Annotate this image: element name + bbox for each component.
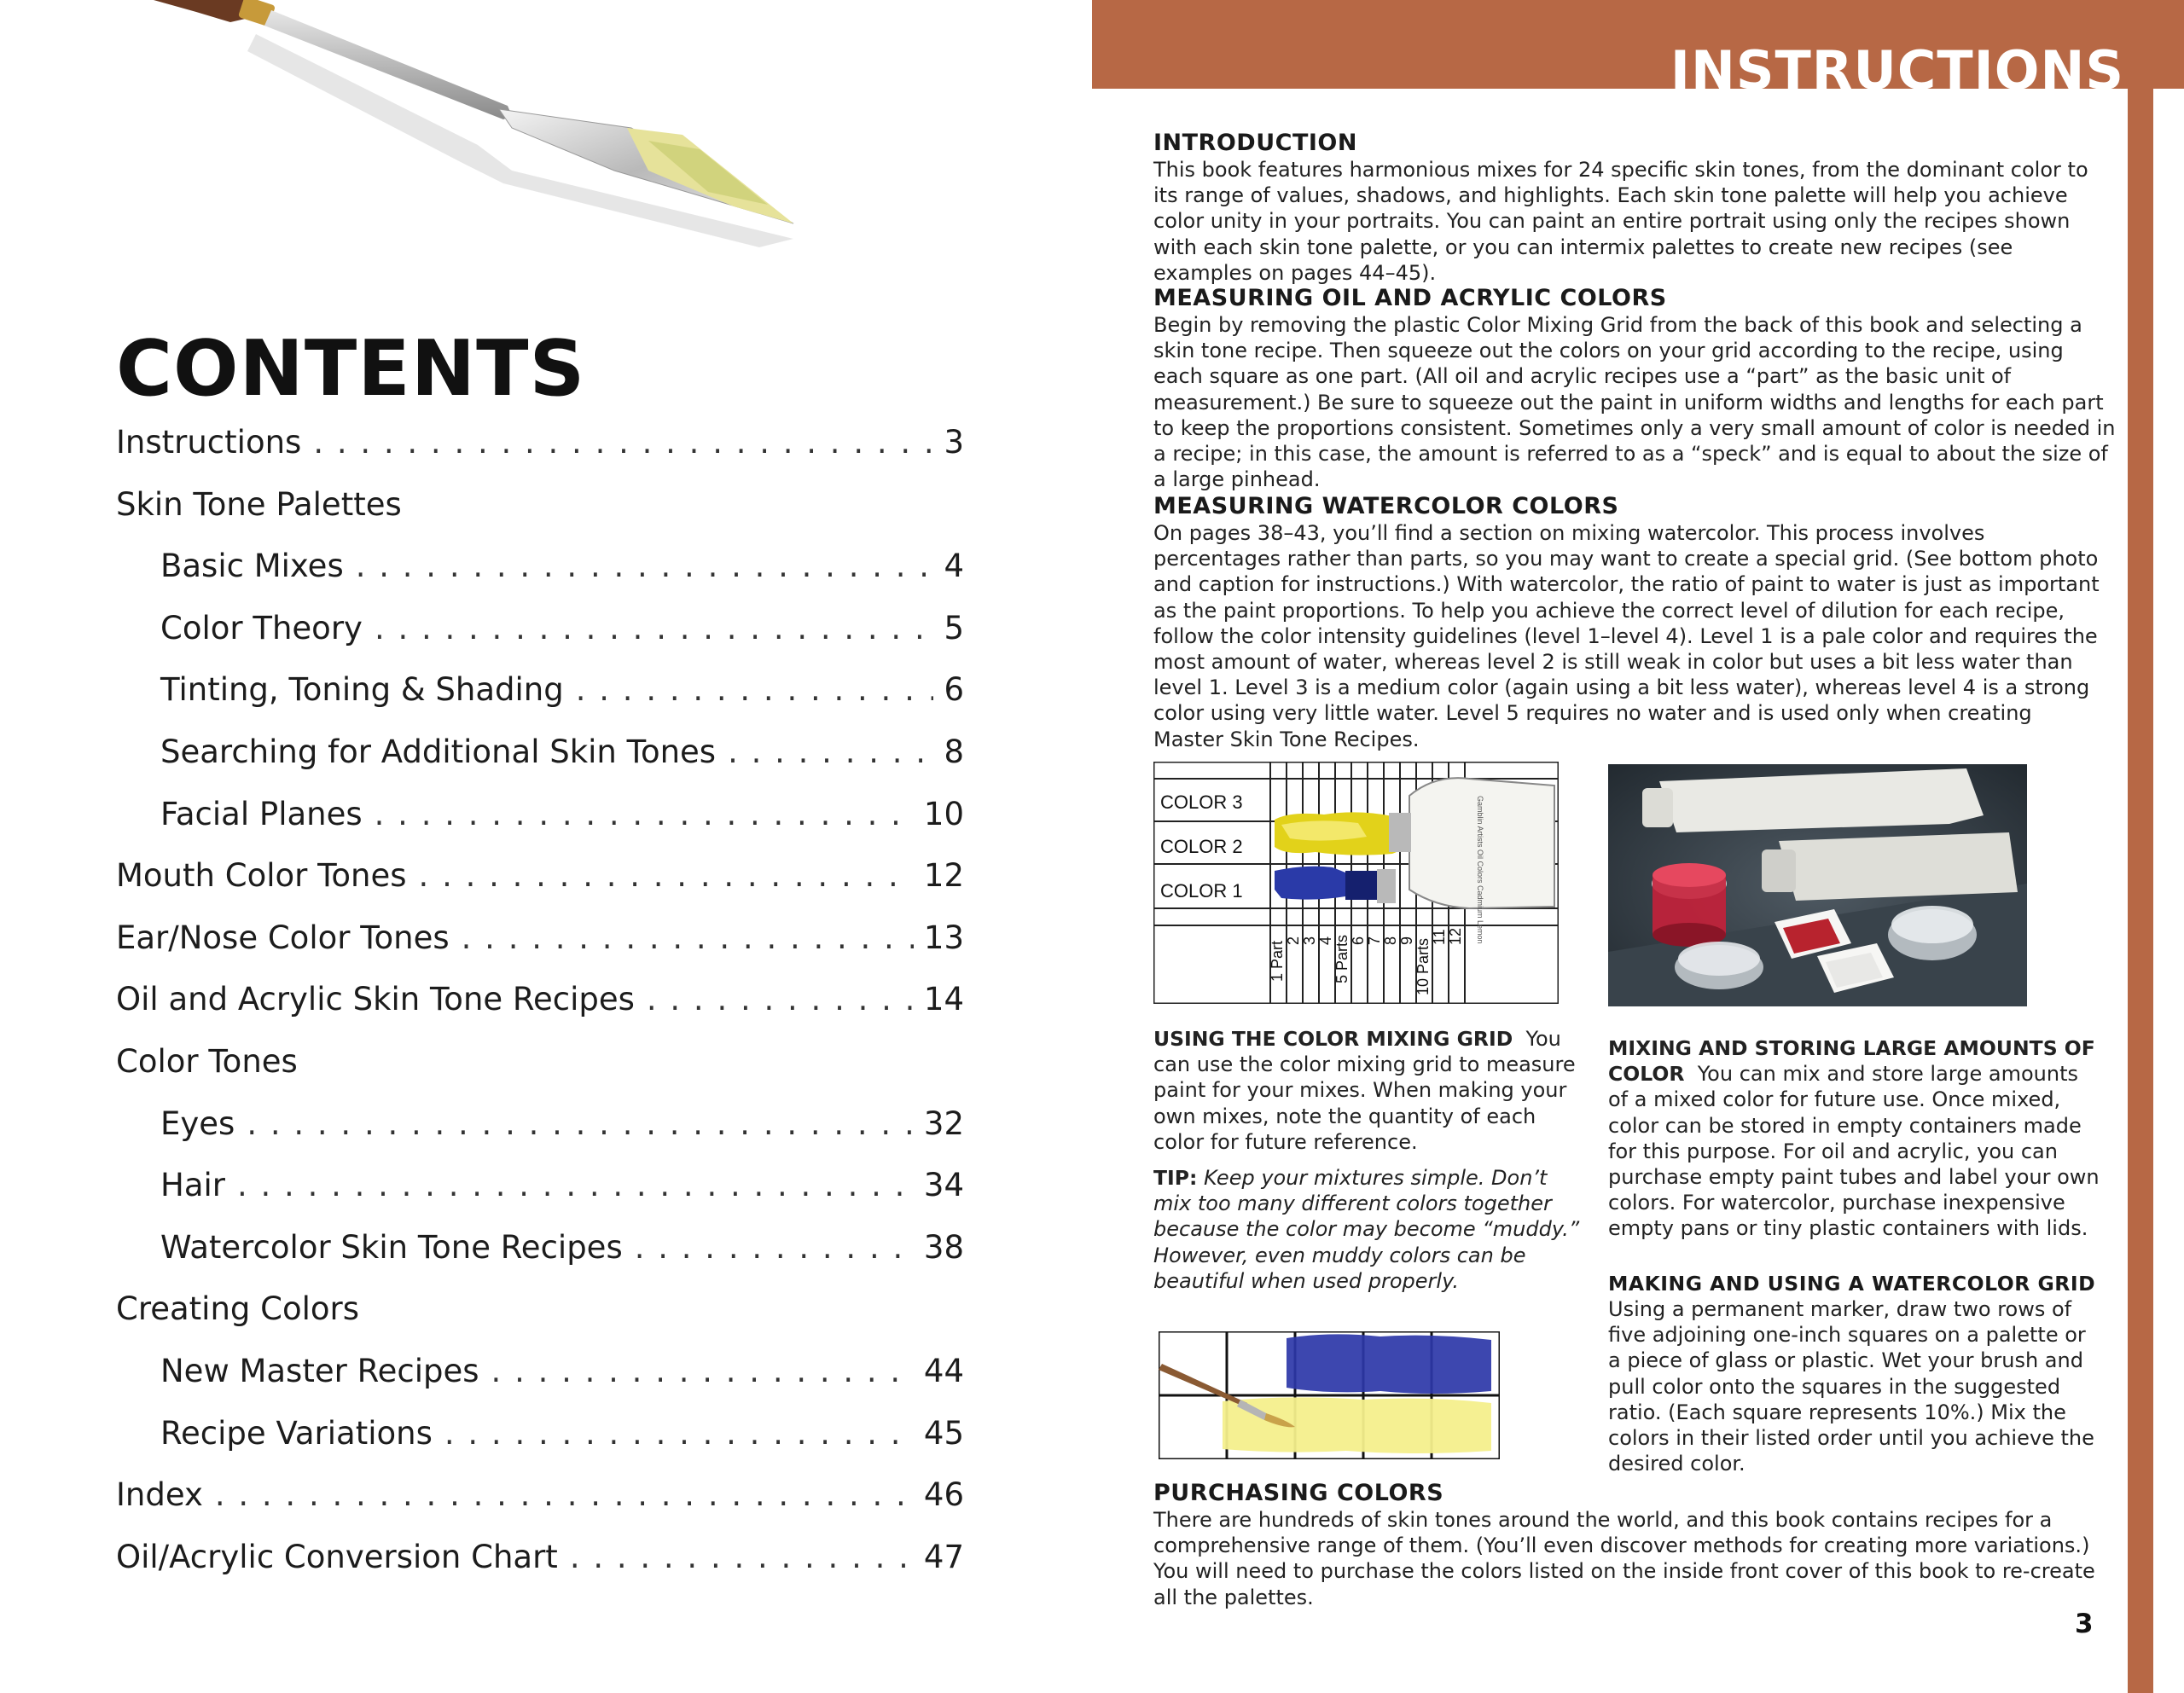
toc-entry-title: Creating Colors — [116, 1290, 360, 1328]
grid-col-label: 9 — [1398, 936, 1415, 945]
grid-col-label: 3 — [1301, 936, 1318, 945]
toc-page-number: 13 — [923, 919, 964, 956]
paint-tubes-containers-photo — [1608, 764, 2027, 1006]
toc-entry-title: Index — [116, 1476, 203, 1514]
toc-entry[interactable] — [116, 1229, 964, 1291]
color-mixing-grid-caption — [1153, 1026, 1589, 1155]
toc-dot-leader — [444, 1415, 914, 1452]
tip-callout — [1153, 1165, 1589, 1294]
toc-entry-title: Ear/Nose Color Tones — [116, 919, 450, 956]
toc-entry[interactable] — [116, 1539, 964, 1601]
palette-knife-illustration — [0, 0, 819, 256]
toc-entry-title: Color Tones — [116, 1042, 298, 1080]
oil-acrylic-heading: MEASURING OIL AND ACRYLIC COLORS — [1153, 285, 1667, 311]
toc-entry-title: Oil and Acrylic Skin Tone Recipes — [116, 981, 635, 1018]
toc-entry[interactable] — [116, 424, 964, 486]
toc-page-number: 6 — [944, 671, 964, 709]
introduction-section — [1153, 130, 2100, 286]
watercolor-section — [1153, 493, 2100, 752]
purchasing-heading: PURCHASING COLORS — [1153, 1480, 1444, 1506]
toc-page-number: 8 — [944, 733, 964, 770]
toc-entry[interactable] — [116, 857, 964, 919]
introduction-text: This book features harmonious mixes for 24 specific skin tones, from the dominant color to its range of values, shadows, and highlights. Each skin tone palette will help you achieve color unity in your portraits. You can paint an entire portrait using only the recipes shown with each skin tone palette, or you can intermix palettes to create new recipes (see examples on pages 44–45). — [1153, 158, 2088, 285]
toc-entry-title: Oil/Acrylic Conversion Chart — [116, 1538, 558, 1575]
contents-title: CONTENTS — [116, 324, 586, 414]
toc-page-number: 44 — [923, 1352, 964, 1389]
toc-page-number: 34 — [923, 1167, 964, 1204]
toc-dot-leader — [375, 796, 914, 832]
toc-page-number: 5 — [944, 609, 964, 646]
grid-col-label: 11 — [1431, 929, 1448, 945]
toc-page-number: 12 — [923, 857, 964, 895]
instructions-title: INSTRUCTIONS — [1670, 41, 2124, 89]
toc-page-number: 38 — [923, 1228, 964, 1266]
toc-dot-leader — [462, 919, 914, 956]
toc-dot-leader — [215, 1476, 914, 1513]
toc-entry[interactable] — [116, 486, 964, 548]
toc-entry-title: Instructions — [116, 424, 302, 461]
toc-page-number: 3 — [944, 424, 964, 461]
toc-entry-title: Basic Mixes — [160, 548, 344, 585]
toc-dot-leader — [728, 733, 933, 770]
toc-entry-title: Recipe Variations — [160, 1414, 433, 1452]
toc-dot-leader — [576, 671, 934, 708]
toc-entry-title: Facial Planes — [160, 795, 363, 832]
table-of-contents — [116, 424, 964, 1600]
toc-page-number: 4 — [944, 548, 964, 585]
grid-caption-text: You can use the color mixing grid to measure paint for your mixes. When making your own mixes, note the quantity of each color for future reference. — [1153, 1027, 1576, 1154]
toc-entry-title: Watercolor Skin Tone Recipes — [160, 1228, 623, 1266]
tip-text: Keep your mixtures simple. Don’t mix too many different colors together because the color may become “muddy.” However, even muddy colors can be beautiful when used properly. — [1153, 1166, 1580, 1293]
toc-entry[interactable] — [116, 919, 964, 982]
toc-entry[interactable] — [116, 1415, 964, 1477]
toc-entry[interactable] — [116, 1476, 964, 1539]
grid-col-label: 2 — [1285, 936, 1302, 945]
grid-col-label: 7 — [1366, 936, 1383, 945]
toc-dot-leader — [570, 1539, 914, 1575]
toc-entry[interactable] — [116, 610, 964, 672]
page-edge-accent-bar — [2128, 89, 2153, 1693]
grid-col-label: 6 — [1350, 936, 1367, 945]
toc-entry-title: Searching for Additional Skin Tones — [160, 733, 717, 770]
toc-page-number: 10 — [923, 795, 964, 832]
toc-entry-title: Eyes — [160, 1105, 235, 1142]
grid-col-label: 1 Part — [1269, 940, 1286, 982]
grid-col-label: 4 — [1317, 936, 1334, 945]
toc-entry[interactable] — [116, 1167, 964, 1229]
toc-entry[interactable] — [116, 981, 964, 1043]
grid-col-label: 8 — [1382, 936, 1399, 945]
toc-dot-leader — [635, 1229, 914, 1266]
page-number: 3 — [2075, 1609, 2094, 1639]
toc-dot-leader — [356, 548, 934, 584]
oil-acrylic-section — [1153, 285, 2117, 492]
toc-page-number: 47 — [923, 1538, 964, 1575]
toc-dot-leader — [237, 1167, 914, 1203]
toc-page-number: 46 — [923, 1476, 964, 1514]
watercolor-text: On pages 38–43, you’ll find a section on mixing watercolor. This process involves percentages rather than parts, so you may want to create a special grid. (See bottom photo and caption for instructions.) With watercolor, the ratio of paint to water is just as important as the paint proportions. To help you achieve the correct level of dilution for each recipe, follow the color intensity guidelines (level 1–level 4). Level 1 is a pale color and requires the most amount of water, whereas level 2 is still weak in color but uses a bit less water than level 1. Level 3 is a medium color (again using a bit less water), whereas level 4 is a strong color using very little water. Level 5 requires no water and is used only when creating Master Skin Tone Recipes. — [1153, 521, 2100, 751]
grid-col-label: 12 — [1447, 927, 1464, 945]
toc-entry[interactable] — [116, 1105, 964, 1168]
toc-page-number: 14 — [923, 981, 964, 1018]
color-mixing-grid-photo — [1153, 762, 1559, 1004]
toc-entry[interactable] — [116, 1290, 964, 1353]
toc-dot-leader — [375, 610, 934, 646]
toc-entry[interactable] — [116, 671, 964, 733]
introduction-heading: INTRODUCTION — [1153, 130, 1357, 156]
grid-col-label: 10 Parts — [1414, 937, 1432, 995]
toc-entry-title: Hair — [160, 1167, 225, 1204]
toc-dot-leader — [647, 981, 914, 1018]
toc-entry-title: Color Theory — [160, 609, 363, 646]
grid-row-label: COLOR 3 — [1160, 791, 1243, 813]
watercolor-grid-section — [1608, 1271, 2103, 1476]
tip-label: TIP: — [1153, 1166, 1198, 1190]
toc-entry[interactable] — [116, 548, 964, 610]
tube-label-text: Gamblin Artists Oil Colors Cadmium Lemon — [1476, 796, 1484, 944]
grid-row-label: COLOR 2 — [1160, 836, 1243, 857]
toc-page-number: 32 — [923, 1105, 964, 1142]
purchasing-text: There are hundreds of skin tones around the world, and this book contains recipes for a comprehensive range of them. (You’ll even discover methods for creating more variations.) You will need to purchase the colors listed on the inside front cover of this book to re-create all the palettes. — [1153, 1508, 2095, 1609]
watercolor-grid-text: Using a permanent marker, draw two rows of five adjoining one-inch squares on a palette or a piece of glass or plastic. Wet your brush and pull color onto the squares in the suggested ratio. (Each square represents 10%.) Mix the colors in their listed order until you achieve the desired color. — [1608, 1297, 2094, 1476]
mixing-storing-section — [1608, 1035, 2103, 1242]
grid-caption-heading: USING THE COLOR MIXING GRID — [1153, 1027, 1513, 1051]
mixing-storing-heading: MIXING AND STORING LARGE AMOUNTS OF COLOR — [1608, 1036, 2095, 1087]
watercolor-grid-photo — [1159, 1331, 1500, 1459]
watercolor-heading: MEASURING WATERCOLOR COLORS — [1153, 493, 1619, 519]
toc-dot-leader — [419, 857, 914, 894]
toc-entry[interactable] — [116, 1353, 964, 1415]
toc-entry[interactable] — [116, 796, 964, 858]
purchasing-section — [1153, 1480, 2100, 1610]
grid-col-label: 5 Parts — [1333, 934, 1350, 983]
toc-entry[interactable] — [116, 1043, 964, 1105]
watercolor-grid-heading: MAKING AND USING A WATERCOLOR GRID — [1608, 1272, 2096, 1296]
oil-acrylic-text: Begin by removing the plastic Color Mixing Grid from the back of this book and selecting a skin tone recipe. Then squeeze out the colors on your grid according to the recipe, using each square as one part. (All oil and acrylic recipes use a “part” as the basic unit of measurement.) Be sure to squeeze out the paint in uniform widths and lengths for each part to keep the proportions consistent. Sometimes only a very small amount of color is needed in a recipe; in this case, the amount is referred to as a “speck” and is equal to about the size of a large pinhead. — [1153, 313, 2116, 492]
toc-entry-title: Tinting, Toning & Shading — [160, 671, 564, 709]
grid-row-label: COLOR 1 — [1160, 880, 1243, 902]
toc-entry-title: New Master Recipes — [160, 1352, 479, 1389]
toc-entry-title: Mouth Color Tones — [116, 857, 407, 895]
toc-dot-leader — [247, 1105, 914, 1142]
toc-page-number: 45 — [923, 1414, 964, 1452]
mixing-storing-text: You can mix and store large amounts of a mixed color for future use. Once mixed, color can be stored in empty containers made for this purpose. For oil and acrylic, you can purchase empty paint tubes and label your own colors. For watercolor, purchase inexpensive empty pans or tiny plastic containers with lids. — [1608, 1062, 2100, 1241]
toc-entry-title: Skin Tone Palettes — [116, 485, 402, 523]
toc-entry[interactable] — [116, 733, 964, 796]
toc-dot-leader — [313, 424, 933, 461]
toc-dot-leader — [491, 1353, 914, 1389]
